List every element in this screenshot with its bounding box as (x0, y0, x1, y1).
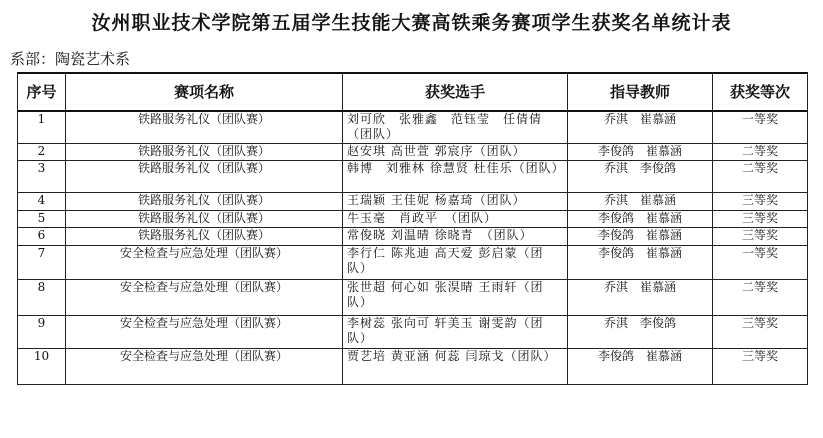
cell-teacher: 李俊鸽 崔慕涵 (568, 211, 713, 228)
table-row (18, 111, 808, 144)
cell-teacher: 李俊鸽 崔慕涵 (568, 349, 713, 385)
cell-level: 二等奖 (713, 161, 808, 193)
table-row (18, 144, 808, 161)
cell-event: 铁路服务礼仪（团队赛） (66, 193, 343, 211)
cell-no: 4 (18, 193, 66, 211)
cell-event: 铁路服务礼仪（团队赛） (66, 161, 343, 193)
cell-teacher: 李俊鸽 崔慕涵 (568, 144, 713, 161)
table-row (18, 246, 808, 280)
cell-level: 二等奖 (713, 280, 808, 316)
cell-players: 李树蕊 张向可 轩美玉 谢雯韵（团队） (343, 316, 568, 349)
cell-event: 铁路服务礼仪（团队赛） (66, 111, 343, 144)
cell-no: 1 (18, 111, 66, 144)
cell-players: 赵安琪 高世萱 郭宸序（团队） (343, 144, 568, 161)
cell-event: 铁路服务礼仪（团队赛） (66, 228, 343, 246)
table-row (18, 316, 808, 349)
cell-teacher: 李俊鸽 崔慕涵 (568, 246, 713, 280)
cell-level: 一等奖 (713, 111, 808, 144)
cell-level: 二等奖 (713, 144, 808, 161)
cell-level: 三等奖 (713, 211, 808, 228)
cell-level: 三等奖 (713, 193, 808, 211)
table-row (18, 193, 808, 211)
cell-no: 6 (18, 228, 66, 246)
cell-players: 刘可欣 张雅鑫 范钰莹 任倩倩（团队） (343, 111, 568, 144)
cell-no: 8 (18, 280, 66, 316)
header-level: 获奖等次 (713, 73, 808, 111)
cell-event: 安全检查与应急处理（团队赛） (66, 246, 343, 280)
cell-players: 常俊晓 刘温晴 徐晓青 （团队） (343, 228, 568, 246)
table-row (18, 228, 808, 246)
header-no: 序号 (18, 73, 66, 111)
cell-event: 安全检查与应急处理（团队赛） (66, 280, 343, 316)
cell-event: 铁路服务礼仪（团队赛） (66, 144, 343, 161)
table-row (18, 280, 808, 316)
document-title: 汝州职业技术学院第五届学生技能大赛高铁乘务赛项学生获奖名单统计表 (91, 12, 732, 34)
cell-level: 一等奖 (713, 246, 808, 280)
cell-no: 9 (18, 316, 66, 349)
cell-teacher: 李俊鸽 崔慕涵 (568, 228, 713, 246)
cell-level: 三等奖 (713, 316, 808, 349)
cell-no: 7 (18, 246, 66, 280)
cell-no: 3 (18, 161, 66, 193)
table-row (18, 161, 808, 193)
cell-players: 贾艺培 黄亚涵 何蕊 闫琼戈（团队） (343, 349, 568, 385)
cell-players: 韩博 刘雅林 徐慧贤 杜佳乐（团队） (343, 161, 568, 193)
cell-event: 安全检查与应急处理（团队赛） (66, 316, 343, 349)
cell-players: 张世超 何心如 张淏晴 王雨轩（团队） (343, 280, 568, 316)
table-header-row (18, 73, 808, 111)
cell-event: 安全检查与应急处理（团队赛） (66, 349, 343, 385)
cell-teacher: 乔淇 崔慕涵 (568, 111, 713, 144)
cell-teacher: 乔淇 李俊鸽 (568, 161, 713, 193)
cell-players: 牛玉毫 肖政平 （团队） (343, 211, 568, 228)
cell-teacher: 乔淇 李俊鸽 (568, 316, 713, 349)
header-teacher: 指导教师 (568, 73, 713, 111)
cell-event: 铁路服务礼仪（团队赛） (66, 211, 343, 228)
cell-no: 10 (18, 349, 66, 385)
department-label: 系部：陶瓷艺术系 (10, 50, 131, 68)
cell-no: 5 (18, 211, 66, 228)
cell-no: 2 (18, 144, 66, 161)
cell-teacher: 乔淇 崔慕涵 (568, 193, 713, 211)
table-row (18, 349, 808, 385)
cell-players: 王瑞颖 王佳妮 杨嘉琦（团队） (343, 193, 568, 211)
table-row (18, 211, 808, 228)
header-event: 赛项名称 (66, 73, 343, 111)
header-players: 获奖选手 (343, 73, 568, 111)
cell-players: 李行仁 陈兆迪 高天爱 彭启蒙（团队） (343, 246, 568, 280)
awards-table (17, 72, 808, 385)
cell-level: 三等奖 (713, 349, 808, 385)
cell-teacher: 乔淇 崔慕涵 (568, 280, 713, 316)
cell-level: 三等奖 (713, 228, 808, 246)
